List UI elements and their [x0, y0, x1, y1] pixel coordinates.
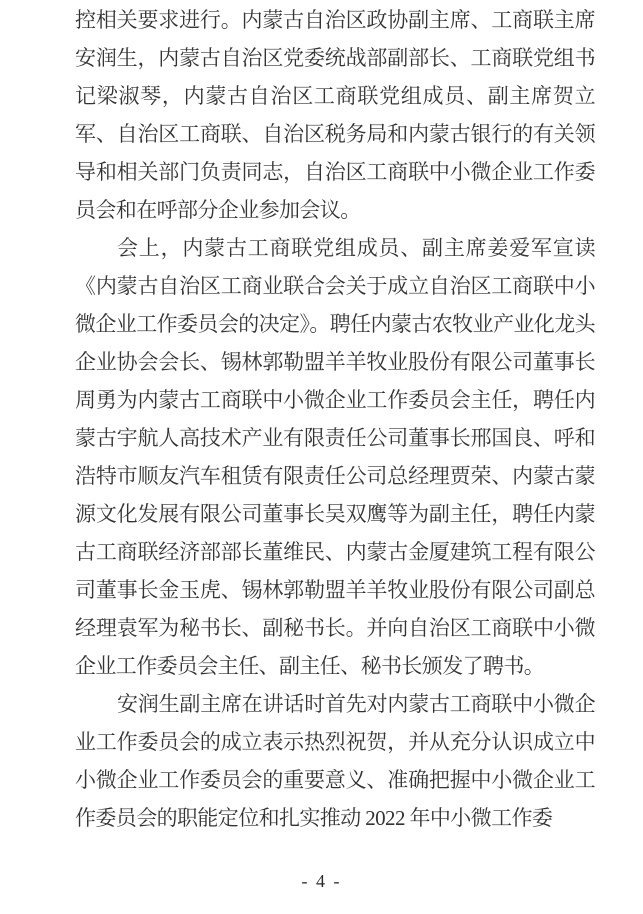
- paragraph-speech: 安润生副主席在讲话时首先对内蒙古工商联中小微企业工作委员会的成立表示热烈祝贺，并从充分认识成立中小微企业工作委员会的重要意义、准确把握中小微企业工作委员会的职能定位和扎实推动 2022 年中小微工作委: [75, 692, 595, 830]
- page-footer: [0, 871, 643, 892]
- paragraph-appointments: 会上，内蒙古工商联党组成员、副主席姜爱军宣读《内蒙古自治区工商业联合会关于成立自治区工商联中小微企业工作委员会的决定》。聘任内蒙古农牧业产业化龙头企业协会会长、锡林郭勒盟羊羊牧业股份有限公司董事长周勇为内蒙古工商联中小微企业工作委员会主任，聘任内蒙古宇航人高技术产业有限责任公司董事长邢国良、呼和浩特市顺友汽车租赁有限责任公司总经理贾荣、内蒙古蒙源文化发展有限公司董事长吴双鹰等为副主任，聘任内蒙古工商联经济部部长董维民、内蒙古金厦建筑工程有限公司董事长金玉虎、锡林郭勒盟羊羊牧业股份有限公司副总经理袁军为秘书长、副秘书长。并向自治区工商联中小微企业工作委员会主任、副主任、秘书长颁发了聘书。: [75, 236, 595, 678]
- document-body: [75, 1, 595, 837]
- paragraph-continuation: 控相关要求进行。内蒙古自治区政协副主席、工商联主席安润生，内蒙古自治区党委统战部副部长、工商联党组书记梁淑琴，内蒙古自治区工商联党组成员、副主席贺立军、自治区工商联、自治区税务局和内蒙古银行的有关领导和相关部门负责同志，自治区工商联中小微企业工作委员会和在呼部分企业参加会议。: [75, 8, 595, 222]
- page-number: - 4 -: [301, 871, 342, 891]
